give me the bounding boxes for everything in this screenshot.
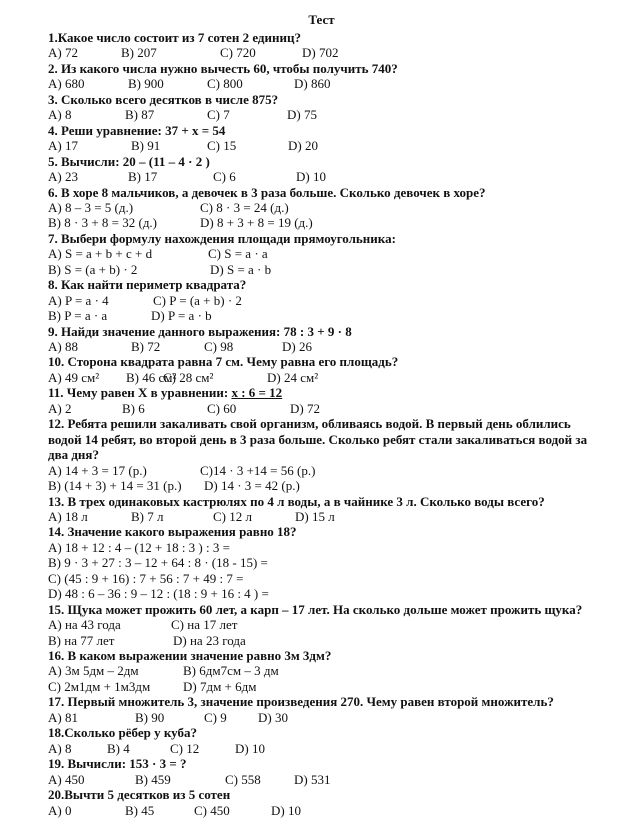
answer-option: D) 15 л: [295, 508, 335, 524]
question-text: 16. В каком выражении значение равно 3м 3дм?: [48, 648, 332, 663]
answer-option: C) 12 л: [213, 508, 252, 524]
question-text: 15. Щука может прожить 60 лет, а карп – 17 лет. На сколько дольше может прожить щука?: [48, 601, 583, 617]
answer-option: B) 6дм7см – 3 дм: [183, 663, 279, 679]
answer-option: C) 15: [207, 138, 237, 154]
question-text: 2. Из какого числа нужно вычесть 60, чтобы получить 740?: [48, 60, 398, 76]
question-text: 13. В трех одинаковых кастрюлях по 4 л воды, а в чайнике 3 л. Сколько воды всего?: [48, 493, 545, 509]
answer-option: B) 7 л: [131, 508, 164, 524]
answer-option: C) 9: [204, 709, 227, 725]
question-text: два дня?: [48, 447, 99, 463]
answer-option: C) 7: [207, 107, 230, 123]
answer-option: B) на 77 лет: [48, 632, 115, 648]
answer-option: B) S = (a + b) · 2: [48, 261, 138, 277]
answer-option: C) 6: [213, 169, 236, 185]
answer-option: B) 87: [125, 107, 155, 123]
answer-option: A) 450: [48, 771, 85, 787]
answer-option: D) 30: [258, 709, 288, 725]
answer-option: B) 6: [122, 400, 145, 416]
answer-option: C)14 · 3 +14 = 56 (р.): [200, 462, 316, 478]
answer-option: D) на 23 года: [173, 632, 246, 648]
question-text: 8. Как найти периметр квадрата?: [48, 277, 247, 293]
answer-option: C) 2м1дм + 1м3дм: [48, 678, 151, 694]
answer-option: A) 49 см²: [48, 369, 100, 385]
question-text: водой 14 ребят, во второй день в 3 раза больше. Сколько ребят стали закаливаться водой за: [48, 431, 588, 447]
answer-option: C) (45 : 9 + 16) : 7 + 56 : 7 + 49 : 7 =: [48, 570, 244, 586]
answer-option: A) 17: [48, 138, 78, 154]
answer-option: B) 459: [135, 771, 171, 787]
answer-option: B) 9 · 3 + 27 : 3 – 12 + 64 : 8 · (18 - 15) =: [48, 555, 268, 571]
answer-option: B) 91: [131, 138, 161, 154]
question-text: 9. Найди значение данного выражения: 78 : 3 + 9 · 8: [48, 323, 352, 339]
question-text: 7. Выбери формулу нахождения площади прямоугольника:: [48, 230, 396, 246]
question-text: 14. Значение какого выражения равно 18?: [48, 524, 297, 540]
underlined-equation: x : 6 = 12: [231, 385, 283, 401]
answer-option: A) 18 л: [48, 508, 88, 524]
answer-option: D) 24 см²: [267, 369, 319, 385]
answer-option: A) 18 + 12 : 4 – (12 + 18 : 3 ) : 3 =: [48, 539, 230, 555]
question-text: 19. Вычисли: 153 · 3 = ?: [48, 756, 187, 772]
answer-option: B) 4: [107, 740, 130, 756]
answer-option: B) 45: [125, 802, 155, 818]
answer-option: D) 72: [290, 400, 320, 416]
answer-option: A) 8: [48, 740, 72, 756]
answer-option: A) 680: [48, 76, 85, 92]
answer-option: D) S = a · b: [210, 261, 272, 277]
answer-option: C) 720: [220, 45, 256, 61]
answer-option: B) 46 см²: [126, 369, 177, 385]
question-text: 20.Вычти 5 десятков из 5 сотен: [48, 787, 231, 803]
answer-option: A) 81: [48, 709, 78, 725]
answer-option: B) 8 · 3 + 8 = 32 (д.): [48, 215, 158, 231]
answer-option: D) 10: [235, 740, 265, 756]
answer-option: D) P = a · b: [151, 308, 212, 324]
answer-option: C) 800: [207, 76, 243, 92]
answer-option: C) 8 · 3 = 24 (д.): [200, 199, 289, 215]
answer-option: D) 14 · 3 = 42 (р.): [204, 478, 300, 494]
answer-option: C) на 17 лет: [171, 617, 238, 633]
answer-option: A) 88: [48, 339, 78, 354]
answer-option: D) 10: [296, 169, 326, 185]
answer-option: D) 26: [282, 339, 312, 354]
answer-option: A) на 43 года: [48, 617, 121, 633]
answer-option: B) 90: [135, 709, 165, 725]
question-text: 6. В хоре 8 мальчиков, а девочек в 3 раза больше. Сколько девочек в хоре?: [48, 184, 486, 200]
answer-option: A) 8: [48, 107, 72, 123]
question-text: 10. Сторона квадрата равна 7 см. Чему равна его площадь?: [48, 354, 399, 370]
answer-option: C) 28 см²: [163, 369, 214, 385]
answer-option: C) P = (a + b) · 2: [153, 292, 242, 308]
page-title: Тест: [308, 12, 335, 27]
question-text: 3. Сколько всего десятков в числе 875?: [48, 91, 279, 107]
answer-option: D) 48 : 6 – 36 : 9 – 12 : (18 : 9 + 16 : 4 ) =: [48, 586, 269, 602]
question-text: 1.Какое число состоит из 7 сотен 2 единиц?: [48, 30, 301, 45]
answer-option: A) 14 + 3 = 17 (р.): [48, 462, 147, 478]
answer-option: B) 900: [128, 76, 164, 92]
question-text: 18.Сколько рёбер у куба?: [48, 725, 197, 741]
answer-option: A) 23: [48, 169, 78, 185]
answer-option: B) (14 + 3) + 14 = 31 (р.): [48, 478, 182, 494]
question-text: 12. Ребята решили закаливать свой организм, обливаясь водой. В первый день облились: [48, 416, 571, 432]
question-text: 17. Первый множитель 3, значение произведения 270. Чему равен второй множитель?: [48, 694, 554, 710]
answer-option: B) 17: [128, 169, 158, 185]
answer-option: D) 10: [271, 802, 301, 818]
answer-option: D) 531: [294, 771, 331, 787]
answer-option: C) 98: [204, 339, 234, 354]
answer-option: C) 450: [194, 802, 230, 818]
answer-option: A) 72: [48, 45, 78, 61]
answer-option: D) 8 + 3 + 8 = 19 (д.): [200, 215, 313, 231]
answer-option: D) 75: [287, 107, 317, 123]
question-text: 5. Вычисли: 20 – (11 – 4 · 2 ): [48, 153, 210, 169]
answer-option: D) 20: [288, 138, 318, 154]
answer-option: C) S = a · a: [208, 246, 268, 262]
answer-option: D) 702: [302, 45, 339, 61]
answer-option: B) P = a · a: [48, 308, 108, 324]
answer-option: A) 2: [48, 400, 72, 416]
answer-option: B) 207: [121, 45, 157, 61]
question-text: 4. Реши уравнение: 37 + x = 54: [48, 122, 226, 138]
answer-option: B) 72: [131, 339, 161, 354]
answer-option: A) 8 – 3 = 5 (д.): [48, 199, 134, 215]
answer-option: C) 558: [225, 771, 261, 787]
answer-option: D) 860: [294, 76, 331, 92]
answer-option: A) 3м 5дм – 2дм: [48, 663, 139, 679]
question-text: 11. Чему равен X в уравнении: x : 6 = 12: [48, 385, 283, 401]
answer-option: C) 12: [170, 740, 200, 756]
answer-option: A) P = a · 4: [48, 292, 109, 308]
answer-option: A) 0: [48, 802, 72, 818]
answer-option: C) 60: [207, 400, 237, 416]
answer-option: D) 7дм + 6дм: [183, 678, 257, 694]
answer-option: A) S = a + b + c + d: [48, 246, 153, 262]
